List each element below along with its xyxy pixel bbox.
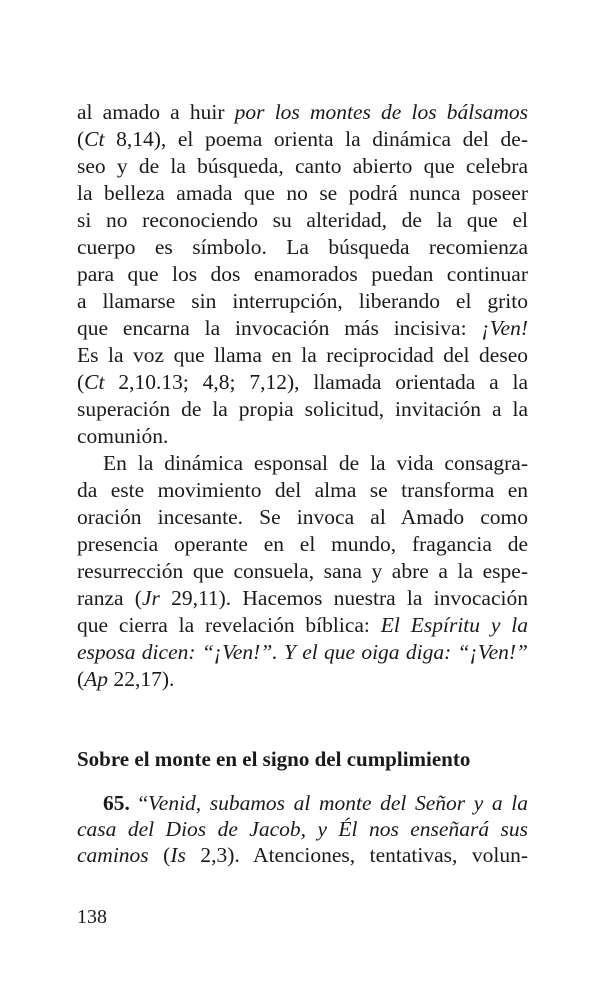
text-segment: para que los dos enamorados puedan continuar xyxy=(77,262,528,286)
text-line xyxy=(77,423,528,450)
text-segment: 29,11). Hacemos nuestra la invocación xyxy=(159,586,528,610)
text-segment: ( xyxy=(77,667,85,691)
text-line xyxy=(77,790,528,816)
text-line xyxy=(77,639,528,666)
text-line xyxy=(77,504,528,531)
text-line xyxy=(77,666,528,693)
paragraph-65 xyxy=(77,790,528,868)
italic-text: Ap xyxy=(84,667,109,691)
text-line xyxy=(77,531,528,558)
text-segment: ranza ( xyxy=(77,586,142,610)
text-line xyxy=(77,612,528,639)
text-line xyxy=(77,99,528,126)
text-segment: a llamarse sin interrupción, liberando el grito xyxy=(77,289,528,313)
page-number: 138 xyxy=(77,906,107,928)
italic-text: por los montes de los bálsamos xyxy=(234,100,528,124)
italic-text: casa del Dios de Jacob, y Él nos enseñará sus xyxy=(77,817,528,841)
body-text xyxy=(77,99,528,693)
text-line xyxy=(77,585,528,612)
text-segment: “ xyxy=(129,791,149,815)
text-segment: 2,3). Atenciones, tentativas, volun- xyxy=(185,843,528,867)
text-segment: presencia operante en el mundo, fragancia de xyxy=(77,532,528,556)
text-segment: ( xyxy=(77,370,85,394)
paragraph xyxy=(77,99,528,450)
italic-text: Jr xyxy=(141,586,160,610)
text-segment: la belleza amada que no se podrá nunca poseer xyxy=(77,181,528,205)
text-line xyxy=(77,369,528,396)
text-segment: Es la voz que llama en la reciprocidad del deseo xyxy=(77,343,528,367)
paragraph xyxy=(77,790,528,868)
text-line xyxy=(77,288,528,315)
italic-text: Is xyxy=(170,843,186,867)
text-segment: al amado a huir xyxy=(77,100,235,124)
text-segment: ( xyxy=(148,843,171,867)
text-line xyxy=(77,180,528,207)
italic-text: ¡Ven! xyxy=(481,316,528,340)
text-line xyxy=(77,153,528,180)
text-line xyxy=(77,477,528,504)
text-line xyxy=(77,450,528,477)
text-segment: resurrección que consuela, sana y abre a la espe- xyxy=(77,559,528,583)
text-segment: comunión. xyxy=(77,424,169,448)
text-segment: que encarna la invocación más incisiva: xyxy=(77,316,482,340)
text-line xyxy=(77,816,528,842)
italic-text: Ct xyxy=(84,370,105,394)
text-line xyxy=(77,234,528,261)
text-line xyxy=(77,207,528,234)
text-segment: 8,14), el poema orienta la dinámica del de- xyxy=(104,127,528,151)
italic-text: Ct xyxy=(84,127,105,151)
paragraph-number: 65. xyxy=(103,791,130,815)
text-line xyxy=(77,396,528,423)
italic-text: caminos xyxy=(77,843,149,867)
italic-text: esposa dicen: “¡Ven!”. Y el que oiga diga: “¡Ven!” xyxy=(77,640,528,664)
text-line xyxy=(77,842,528,868)
text-segment: oración incesante. Se invoca al Amado como xyxy=(77,505,528,529)
italic-text: Venid, subamos al monte del Señor y a la xyxy=(148,791,528,815)
text-line xyxy=(77,126,528,153)
text-segment: que cierra la revelación bíblica: xyxy=(77,613,381,637)
text-line xyxy=(77,315,528,342)
text-segment: 2,10.13; 4,8; 7,12), llamada orientada a la xyxy=(104,370,528,394)
text-segment: si no reconociendo su alteridad, de la que el xyxy=(77,208,528,232)
text-segment: da este movimiento del alma se transforma en xyxy=(77,478,528,502)
text-line xyxy=(77,342,528,369)
text-segment: En la dinámica esponsal de la vida consagra- xyxy=(103,451,528,475)
text-segment: seo y de la búsqueda, canto abierto que celebra xyxy=(77,154,528,178)
paragraph xyxy=(77,450,528,693)
text-line xyxy=(77,558,528,585)
section-heading: Sobre el monte en el signo del cumplimiento xyxy=(77,747,471,771)
text-segment: ( xyxy=(77,127,85,151)
text-line xyxy=(77,261,528,288)
italic-text: El Espíritu y la xyxy=(380,613,528,637)
text-segment: superación de la propia solicitud, invitación a la xyxy=(77,397,528,421)
text-segment: 22,17). xyxy=(108,667,175,691)
text-segment: cuerpo es símbolo. La búsqueda recomienza xyxy=(77,235,528,259)
